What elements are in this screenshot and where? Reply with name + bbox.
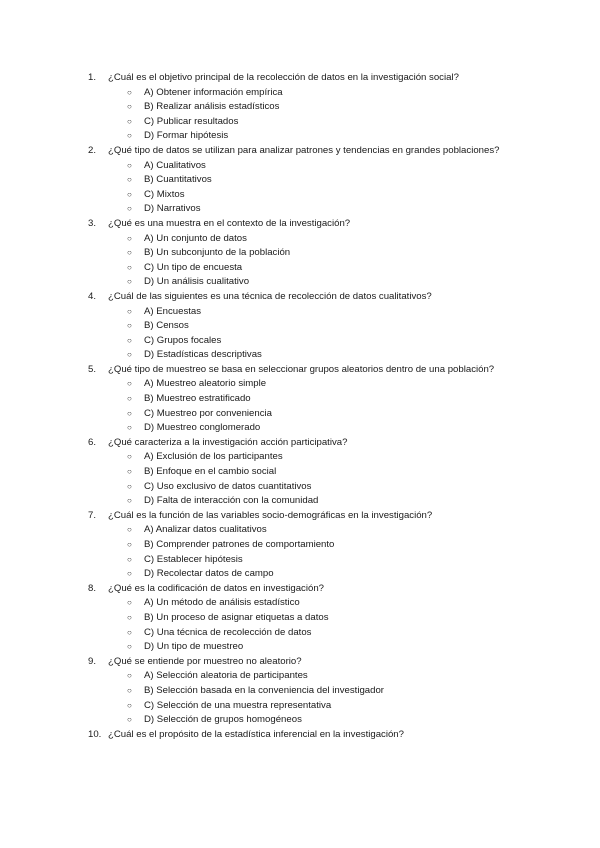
option-item (0, 319, 600, 334)
question-text: ¿Qué caracteriza a la investigación acción participativa? (108, 436, 348, 448)
circle-bullet-icon: ○ (127, 160, 132, 170)
option-item (0, 553, 600, 568)
circle-bullet-icon: ○ (127, 467, 132, 477)
question-text: ¿Qué tipo de datos se utilizan para analizar patrones y tendencias en grandes poblaciones? (108, 144, 500, 156)
circle-bullet-icon: ○ (127, 569, 132, 579)
option-text: C) Grupos focales (144, 334, 222, 346)
question-line (0, 436, 600, 451)
option-item (0, 450, 600, 465)
question-number: 2. (88, 144, 97, 156)
question-text: ¿Cuál es el propósito de la estadística inferencial en la investigación? (108, 728, 404, 740)
option-item (0, 523, 600, 538)
question-text: ¿Cuál es el objetivo principal de la recolección de datos en la investigación social? (108, 72, 459, 83)
circle-bullet-icon: ○ (127, 116, 132, 126)
option-item (0, 348, 600, 363)
option-text: A) Analizar datos cualitativos (144, 524, 267, 536)
circle-bullet-icon: ○ (127, 131, 132, 141)
circle-bullet-icon: ○ (127, 423, 132, 433)
option-item (0, 465, 600, 480)
question-line (0, 509, 600, 524)
option-item (0, 699, 600, 714)
option-text: B) Muestreo estratificado (144, 393, 251, 405)
circle-bullet-icon: ○ (127, 642, 132, 652)
option-text: A) Selección aleatoria de participantes (144, 670, 308, 682)
option-text: D) Selección de grupos homogéneos (144, 714, 302, 726)
circle-bullet-icon: ○ (127, 452, 132, 462)
circle-bullet-icon: ○ (127, 540, 132, 549)
question-number: 9. (88, 655, 97, 667)
option-text: B) Un proceso de asignar etiquetas a datos (144, 611, 329, 623)
option-text: A) Un conjunto de datos (144, 232, 247, 244)
option-item (0, 188, 600, 203)
circle-bullet-icon: ○ (127, 248, 132, 258)
question-number: 3. (88, 217, 97, 229)
question-text: ¿Qué es la codificación de datos en investigación? (108, 582, 324, 594)
circle-bullet-icon: ○ (127, 496, 132, 506)
question-item (0, 144, 600, 217)
circle-bullet-icon: ○ (127, 233, 132, 243)
circle-bullet-icon: ○ (127, 277, 132, 287)
option-list (0, 596, 600, 654)
option-text: A) Cualitativos (144, 159, 206, 171)
option-text: D) Un tipo de muestreo (144, 641, 244, 653)
question-number: 7. (88, 509, 97, 521)
option-list (0, 377, 600, 435)
option-text: C) Mixtos (144, 188, 185, 200)
option-item (0, 596, 600, 611)
option-text: A) Muestreo aleatorio simple (144, 378, 267, 390)
option-item (0, 538, 600, 553)
question-item (0, 217, 600, 290)
circle-bullet-icon: ○ (127, 671, 132, 681)
question-line (0, 582, 600, 597)
option-text: B) Enfoque en el cambio social (144, 466, 277, 478)
question-item (0, 290, 600, 363)
option-item (0, 421, 600, 436)
option-item (0, 480, 600, 495)
question-number: 6. (88, 436, 97, 448)
circle-bullet-icon: ○ (127, 350, 132, 360)
option-text: B) Censos (144, 320, 189, 332)
question-item (0, 436, 600, 509)
option-item (0, 407, 600, 422)
option-list (0, 450, 600, 508)
option-text: C) Establecer hipótesis (144, 553, 243, 565)
option-text: A) Obtener información empírica (144, 86, 283, 98)
circle-bullet-icon: ○ (127, 612, 132, 622)
question-item (0, 363, 600, 436)
option-text: D) Narrativos (144, 203, 201, 215)
option-list (0, 86, 600, 144)
option-list (0, 523, 600, 581)
circle-bullet-icon: ○ (127, 394, 132, 404)
question-text: ¿Cuál de las siguientes es una técnica de recolección de datos cualitativos? (108, 290, 432, 302)
option-item (0, 305, 600, 320)
circle-bullet-icon: ○ (127, 700, 132, 710)
circle-bullet-icon: ○ (127, 715, 132, 725)
option-text: D) Formar hipótesis (144, 130, 229, 142)
option-list (0, 669, 600, 727)
question-line (0, 290, 600, 305)
circle-bullet-icon: ○ (127, 554, 132, 564)
circle-bullet-icon: ○ (127, 102, 132, 112)
option-list (0, 232, 600, 290)
option-item (0, 86, 600, 101)
circle-bullet-icon: ○ (127, 525, 132, 535)
option-item (0, 377, 600, 392)
option-item (0, 567, 600, 582)
option-item (0, 129, 600, 144)
question-text: ¿Qué es una muestra en el contexto de la investigación? (108, 217, 351, 229)
circle-bullet-icon: ○ (127, 189, 132, 199)
option-item (0, 392, 600, 407)
question-number: 1. (88, 72, 97, 83)
option-text: B) Selección basada en la conveniencia del investigador (144, 684, 384, 696)
option-text: D) Un análisis cualitativo (144, 276, 250, 288)
option-item (0, 640, 600, 655)
question-item (0, 71, 600, 144)
question-item (0, 582, 600, 655)
question-text: ¿Qué tipo de muestreo se basa en seleccionar grupos aleatorios dentro de una población? (108, 363, 495, 375)
circle-bullet-icon: ○ (127, 306, 132, 316)
circle-bullet-icon: ○ (127, 204, 132, 214)
option-text: C) Una técnica de recolección de datos (144, 626, 312, 638)
option-item (0, 159, 600, 174)
circle-bullet-icon: ○ (127, 321, 132, 331)
question-item (0, 728, 600, 743)
option-item (0, 494, 600, 509)
question-list (0, 71, 600, 742)
option-item (0, 115, 600, 130)
option-item (0, 611, 600, 626)
question-number: 10. (88, 728, 102, 740)
circle-bullet-icon: ○ (127, 598, 132, 608)
circle-bullet-icon: ○ (127, 408, 132, 418)
question-line (0, 217, 600, 232)
option-text: D) Muestreo conglomerado (144, 422, 261, 434)
option-text: A) Un método de análisis estadístico (144, 597, 300, 609)
circle-bullet-icon: ○ (127, 379, 132, 389)
question-line (0, 144, 600, 159)
question-number: 4. (88, 290, 97, 302)
option-text: A) Exclusión de los participantes (144, 451, 283, 463)
question-line (0, 363, 600, 378)
option-text: C) Un tipo de encuesta (144, 261, 243, 273)
option-item (0, 202, 600, 217)
circle-bullet-icon: ○ (127, 262, 132, 272)
option-text: B) Cuantitativos (144, 174, 212, 186)
option-text: D) Estadísticas descriptivas (144, 349, 262, 361)
option-text: C) Selección de una muestra representativa (144, 699, 332, 711)
option-item (0, 669, 600, 684)
option-text: C) Publicar resultados (144, 115, 239, 127)
option-text: B) Realizar análisis estadísticos (144, 101, 280, 113)
question-line (0, 728, 600, 743)
option-text: B) Un subconjunto de la población (144, 247, 291, 259)
option-item (0, 261, 600, 276)
option-item (0, 275, 600, 290)
option-item (0, 684, 600, 699)
question-text: ¿Cuál es la función de las variables socio-demográficas en la investigación? (108, 509, 433, 521)
circle-bullet-icon: ○ (127, 685, 132, 695)
question-text: ¿Qué se entiende por muestreo no aleatorio? (108, 655, 302, 667)
circle-bullet-icon: ○ (127, 335, 132, 345)
option-text: B) Comprender patrones de comportamiento (144, 539, 335, 550)
question-item (0, 655, 600, 728)
option-text: C) Muestreo por conveniencia (144, 407, 272, 419)
option-item (0, 232, 600, 247)
option-text: A) Encuestas (144, 305, 202, 317)
option-text: D) Recolectar datos de campo (144, 568, 274, 580)
option-item (0, 100, 600, 115)
circle-bullet-icon: ○ (127, 481, 132, 491)
option-item (0, 246, 600, 261)
option-text: D) Falta de interacción con la comunidad (144, 495, 319, 507)
circle-bullet-icon: ○ (127, 87, 132, 97)
question-line (0, 655, 600, 670)
option-item (0, 626, 600, 641)
option-item (0, 334, 600, 349)
circle-bullet-icon: ○ (127, 175, 132, 185)
option-item (0, 173, 600, 188)
circle-bullet-icon: ○ (127, 627, 132, 637)
option-text: C) Uso exclusivo de datos cuantitativos (144, 480, 312, 492)
option-list (0, 159, 600, 217)
question-item (0, 509, 600, 582)
option-item (0, 713, 600, 728)
question-number: 5. (88, 363, 97, 375)
question-line (0, 71, 600, 86)
question-number: 8. (88, 582, 97, 594)
option-list (0, 305, 600, 363)
